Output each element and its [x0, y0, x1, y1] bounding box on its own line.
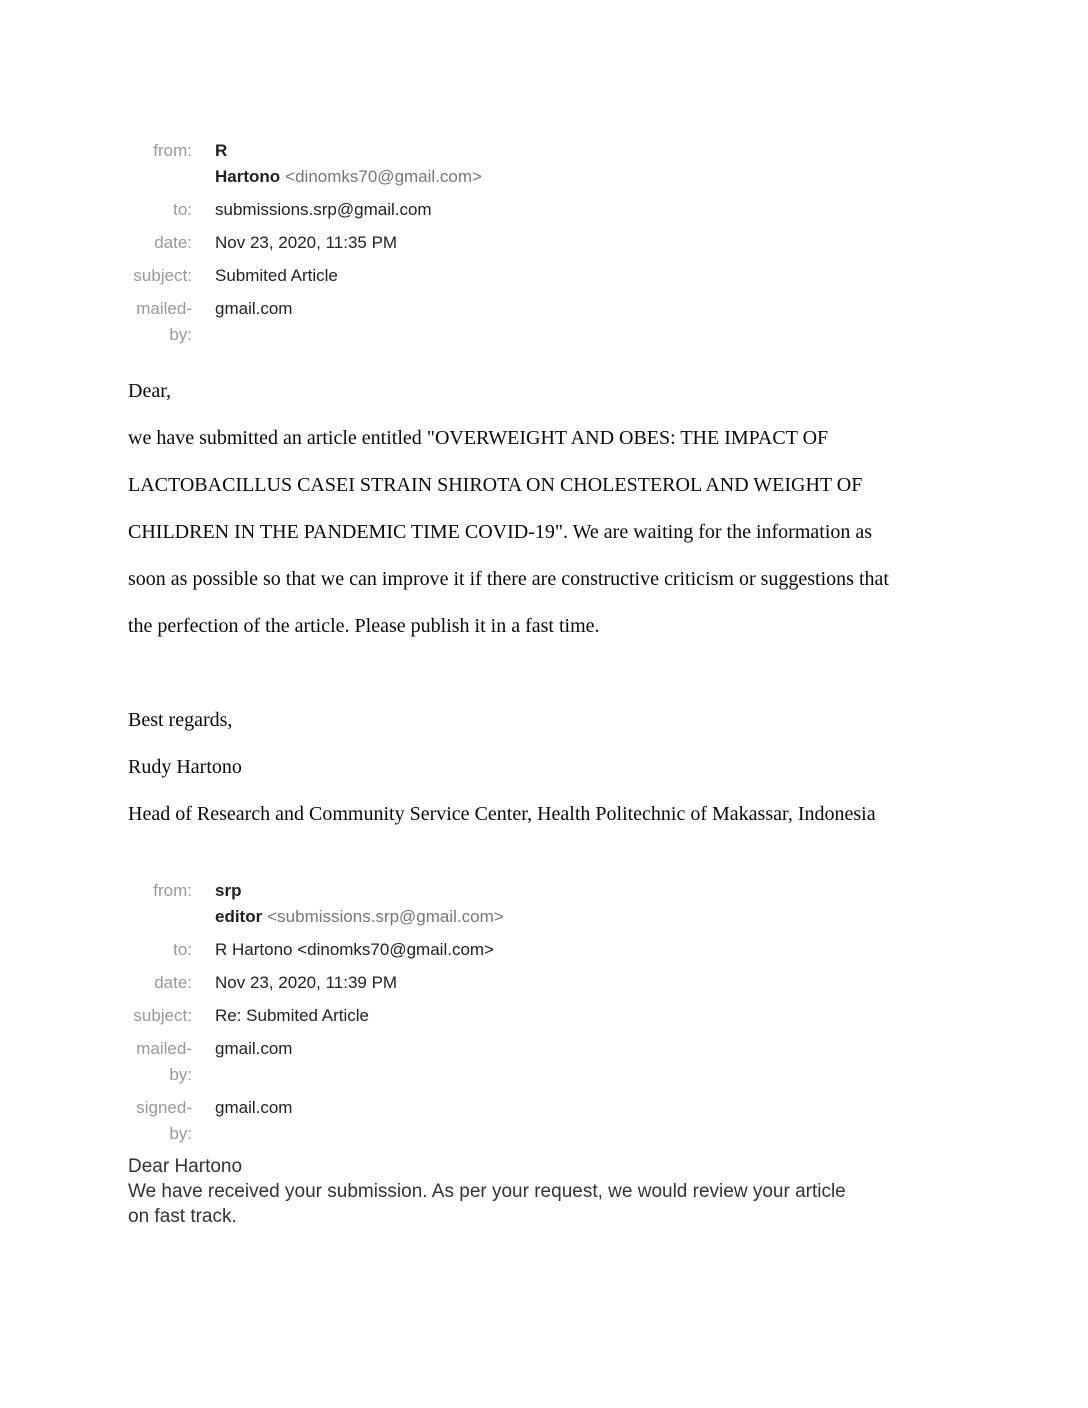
closing: Best regards, — [128, 709, 233, 731]
header-value-signed-by: gmail.com — [215, 1098, 293, 1117]
header-label-subject: subject: — [133, 1006, 192, 1025]
header-label-from: from: — [153, 141, 192, 160]
header-value-to: R Hartono <dinomks70@gmail.com> — [215, 940, 494, 959]
header-label-to: to: — [173, 200, 192, 219]
header-label-mailed-by: mailed-by: — [136, 299, 192, 344]
header-value-subject: Submited Article — [215, 266, 338, 285]
header-row-to — [128, 197, 1008, 223]
message-2-body — [128, 1154, 1008, 1229]
sender-name-line1: srp — [215, 881, 242, 900]
header-row-from — [128, 138, 1008, 190]
body-line-1: we have submitted an article entitled "OVERWEIGHT AND OBES: THE IMPACT OF — [128, 427, 829, 449]
document-content — [128, 138, 1008, 1229]
header-label-date: date: — [154, 973, 192, 992]
header-row-mailed-by — [128, 1036, 1008, 1088]
header-label-from: from: — [153, 881, 192, 900]
header-row-signed-by — [128, 1095, 1008, 1147]
body-line-2: LACTOBACILLUS CASEI STRAIN SHIROTA ON CHOLESTEROL AND WEIGHT OF — [128, 474, 863, 496]
blank-line — [128, 650, 1008, 697]
header-row-from — [128, 878, 1008, 930]
header-value-to: submissions.srp@gmail.com — [215, 200, 432, 219]
reply-line-2: on fast track. — [128, 1206, 237, 1227]
header-row-to — [128, 937, 1008, 963]
sender-address: <submissions.srp@gmail.com> — [267, 907, 504, 926]
salutation: Dear, — [128, 380, 172, 402]
header-label-to: to: — [173, 940, 192, 959]
header-value-from — [215, 878, 504, 930]
signature-name: Rudy Hartono — [128, 756, 242, 778]
header-value-mailed-by: gmail.com — [215, 1039, 293, 1058]
header-row-subject — [128, 1003, 1008, 1029]
header-value-date: Nov 23, 2020, 11:35 PM — [215, 233, 398, 252]
header-label-date: date: — [154, 233, 192, 252]
sender-name-line2: editor — [215, 907, 263, 926]
message-1-headers — [128, 138, 1008, 348]
header-row-mailed-by — [128, 296, 1008, 348]
header-value-subject: Re: Submited Article — [215, 1006, 370, 1025]
message-1-body — [128, 368, 1008, 838]
sender-name-line1: R — [215, 141, 228, 160]
header-row-subject — [128, 263, 1008, 289]
header-label-subject: subject: — [133, 266, 192, 285]
header-label-mailed-by: mailed-by: — [136, 1039, 192, 1084]
header-label-signed-by: signed-by: — [136, 1098, 192, 1143]
reply-greeting: Dear Hartono — [128, 1156, 243, 1177]
reply-line-1: We have received your submission. As per your request, we would review your article — [128, 1181, 846, 1202]
message-2-headers — [128, 878, 1008, 1147]
header-row-date — [128, 230, 1008, 256]
sender-name-line2: Hartono — [215, 167, 281, 186]
header-value-from — [215, 138, 482, 190]
body-line-4: soon as possible so that we can improve it if there are constructive criticism or suggestions that — [128, 568, 889, 590]
header-value-date: Nov 23, 2020, 11:39 PM — [215, 973, 398, 992]
header-row-date — [128, 970, 1008, 996]
sender-address: <dinomks70@gmail.com> — [285, 167, 482, 186]
body-line-3: CHILDREN IN THE PANDEMIC TIME COVID-19". We are waiting for the information as — [128, 521, 873, 543]
header-value-mailed-by: gmail.com — [215, 299, 293, 318]
signature-title: Head of Research and Community Service Center, Health Politechnic of Makassar, Indonesia — [128, 803, 876, 825]
body-line-5: the perfection of the article. Please publish it in a fast time. — [128, 615, 600, 637]
